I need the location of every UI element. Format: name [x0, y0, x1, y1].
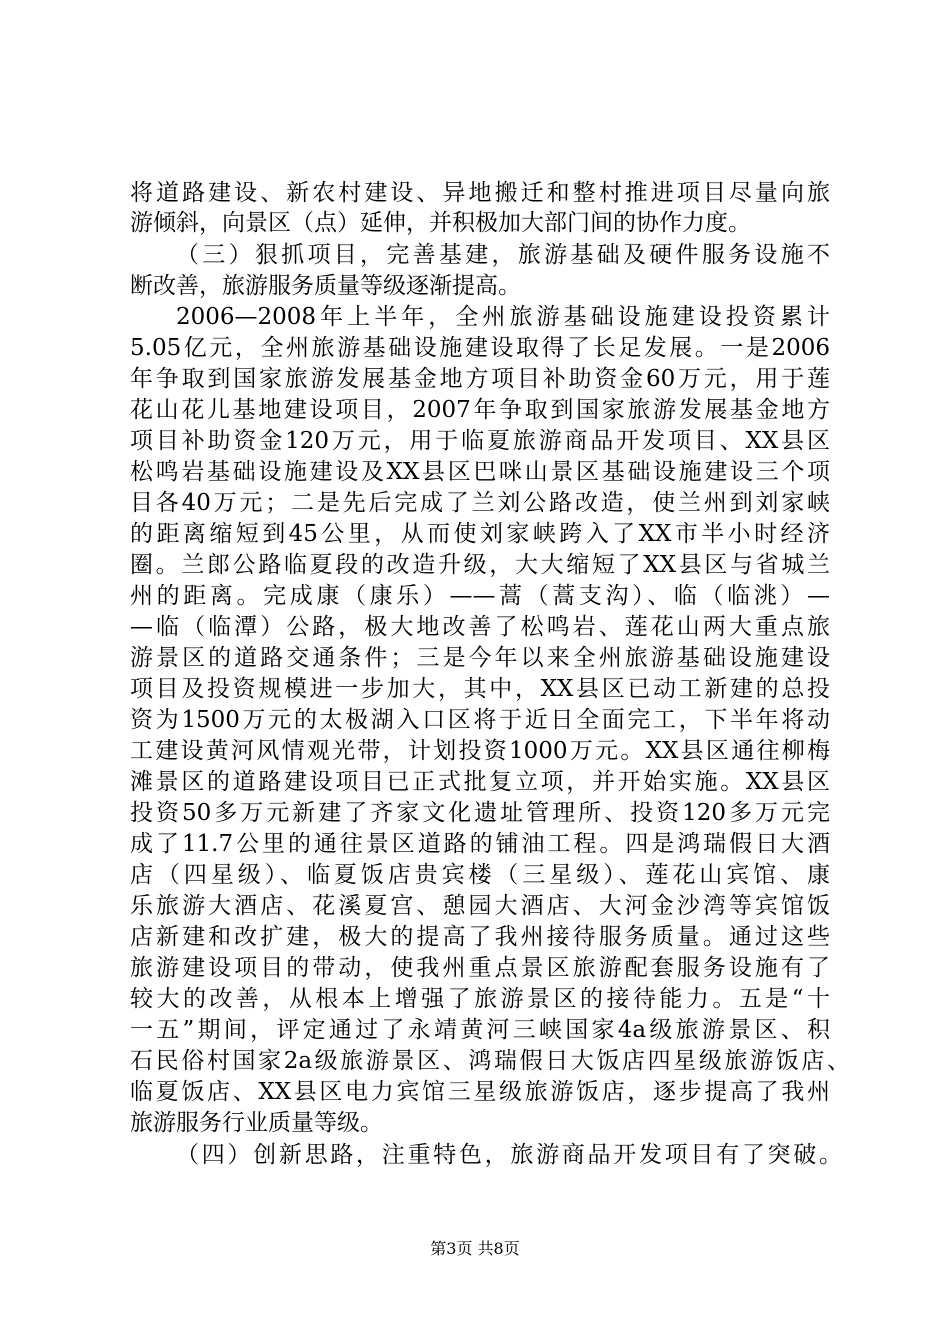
- text-line: 州的距离。完成康（康乐）——蒿（蒿支沟）、临（临洮）—: [130, 583, 830, 609]
- text-line: 店（四星级）、临夏饭店贵宾楼（三星级）、莲花山宾馆、康: [130, 862, 830, 888]
- text-line: 圈。兰郎公路临夏段的改造升级，大大缩短了XX县区与省城兰: [130, 552, 830, 578]
- text-line: 将道路建设、新农村建设、异地搬迁和整村推进项目尽量向旅: [130, 180, 830, 206]
- text-line: 项目补助资金120万元，用于临夏旅游商品开发项目、XX县区: [130, 428, 830, 454]
- text-line: 店新建和改扩建，极大的提高了我州接待服务质量。通过这些: [130, 924, 830, 950]
- text-line: 旅游建设项目的带动，使我州重点景区旅游配套服务设施有了: [130, 955, 830, 981]
- text-line: 较大的改善，从根本上增强了旅游景区的接待能力。五是“十: [130, 986, 830, 1012]
- text-line: 5.05亿元，全州旅游基础设施建设取得了长足发展。一是2006: [130, 335, 830, 361]
- text-line: —临（临潭）公路，极大地改善了松鸣岩、莲花山两大重点旅: [130, 614, 830, 640]
- text-line: 松鸣岩基础设施建设及XX县区巴咪山景区基础设施建设三个项: [130, 459, 830, 485]
- text-line: 旅游服务行业质量等级。: [130, 1110, 383, 1136]
- section-heading: （四）创新思路，注重特色，旅游商品开发项目有了突破。: [176, 1142, 842, 1168]
- text-line: 临夏饭店、XX县区电力宾馆三星级旅游饭店，逐步提高了我州: [130, 1079, 830, 1105]
- text-line: 成了11.7公里的通往景区道路的铺油工程。四是鸿瑞假日大酒: [130, 831, 830, 857]
- text-line: 游景区的道路交通条件；三是今年以来全州旅游基础设施建设: [130, 645, 830, 671]
- section-heading-continued: 断改善，旅游服务质量等级逐渐提高。: [130, 273, 521, 299]
- text-line: 投资50多万元新建了齐家文化遗址管理所、投资120多万元完: [130, 800, 830, 826]
- text-line: 项目及投资规模进一步加大，其中，XX县区已动工新建的总投: [130, 676, 830, 702]
- text-line: 年争取到国家旅游发展基金地方项目补助资金60万元，用于莲: [130, 366, 830, 392]
- text-line: 滩景区的道路建设项目已正式批复立项，并开始实施。XX县区: [130, 769, 830, 795]
- text-line: 的距离缩短到45公里，从而使刘家峡跨入了XX市半小时经济: [130, 521, 830, 547]
- text-line: 工建设黄河风情观光带，计划投资1000万元。XX县区通往柳梅: [130, 738, 830, 764]
- text-line: 乐旅游大酒店、花溪夏宫、憩园大酒店、大河金沙湾等宾馆饭: [130, 893, 830, 919]
- text-line: 石民俗村国家2a级旅游景区、鸿瑞假日大饭店四星级旅游饭店、: [130, 1048, 850, 1074]
- section-heading: （三）狠抓项目，完善基建，旅游基础及硬件服务设施不: [176, 242, 830, 268]
- text-line: 一五”期间，评定通过了永靖黄河三峡国家4a级旅游景区、积: [130, 1017, 830, 1043]
- page-number-footer: 第3页 共8页: [430, 1239, 520, 1258]
- text-line: 目各40万元；二是先后完成了兰刘公路改造，使兰州到刘家峡: [130, 490, 830, 516]
- text-line: 花山花儿基地建设项目，2007年争取到国家旅游发展基金地方: [130, 397, 830, 423]
- text-line: 资为1500万元的太极湖入口区将于近日全面完工，下半年将动: [130, 707, 830, 733]
- paragraph-first-line: 2006—2008年上半年，全州旅游基础设施建设投资累计: [176, 304, 830, 330]
- text-line: 游倾斜，向景区（点）延伸，并积极加大部门间的协作力度。: [130, 210, 751, 236]
